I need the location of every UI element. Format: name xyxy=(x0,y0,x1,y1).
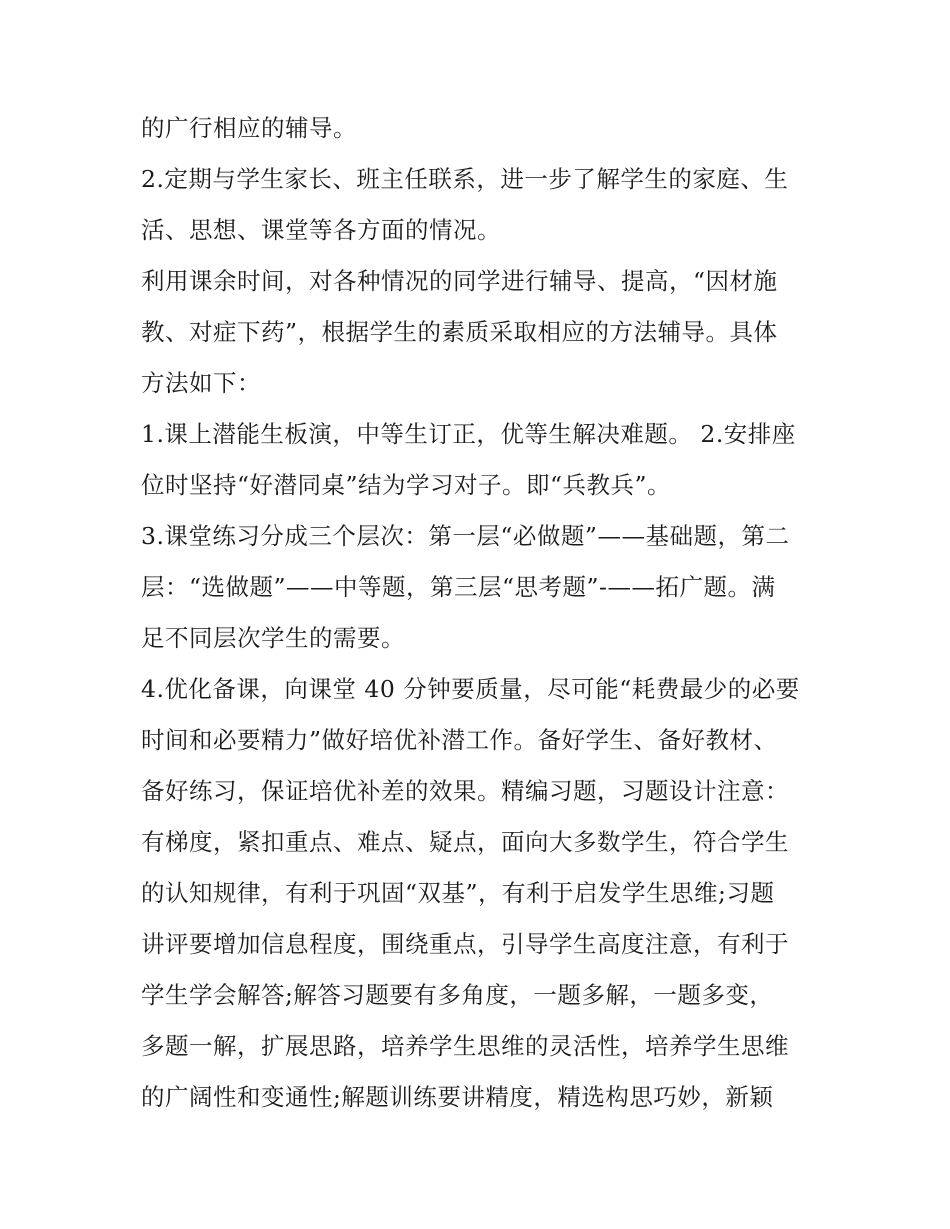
body-text xyxy=(141,103,821,1123)
text-line: 教、对症下药”，根据学生的素质采取相应的方法辅导。具体 xyxy=(141,318,778,346)
text-line: 备好练习，保证培优补差的效果。精编习题，习题设计注意： xyxy=(141,777,789,805)
text-line: 的广行相应的辅导。 xyxy=(141,114,357,142)
text-line: 学生学会解答;解答习题要有多角度，一题多解，一题多变， xyxy=(141,981,774,1009)
text-line: 有梯度，紧扣重点、难点、疑点，面向大多数学生，符合学生 xyxy=(141,828,789,856)
text-line: 讲评要增加信息程度，围绕重点，引导学生高度注意，有利于 xyxy=(141,930,789,958)
text-line: 3.课堂练习分成三个层次：第一层“必做题”——基础题，第二 xyxy=(141,522,790,550)
text-line: 足不同层次学生的需要。 xyxy=(141,624,405,652)
text-line: 活、思想、课堂等各方面的情况。 xyxy=(141,216,501,244)
text-line: 1.课上潜能生板演，中等生订正，优等生解决难题。 2.安排座 xyxy=(141,420,796,448)
text-line: 位时坚持“好潜同桌”结为学习对子。即“兵教兵”。 xyxy=(141,471,672,499)
text-line: 方法如下： xyxy=(141,369,261,397)
text-line: 时间和必要精力”做好培优补潜工作。备好学生、备好教材、 xyxy=(141,726,778,754)
text-line: 4.优化备课，向课堂 40 分钟要质量，尽可能“耗费最少的必要 xyxy=(141,675,800,703)
text-line: 的认知规律，有利于巩固“双基”，有利于启发学生思维;习题 xyxy=(141,879,775,907)
text-line: 利用课余时间，对各种情况的同学进行辅导、提高，“因材施 xyxy=(141,267,778,295)
text-line: 2.定期与学生家长、班主任联系，进一步了解学生的家庭、生 xyxy=(141,165,789,193)
text-line: 多题一解，扩展思路，培养学生思维的灵活性，培养学生思维 xyxy=(141,1032,789,1060)
text-line: 的广阔性和变通性;解题训练要讲精度，精选构思巧妙，新颖 xyxy=(141,1083,774,1111)
text-line: 层：“选做题”——中等题，第三层“思考题”-——拓广题。满 xyxy=(141,573,776,601)
